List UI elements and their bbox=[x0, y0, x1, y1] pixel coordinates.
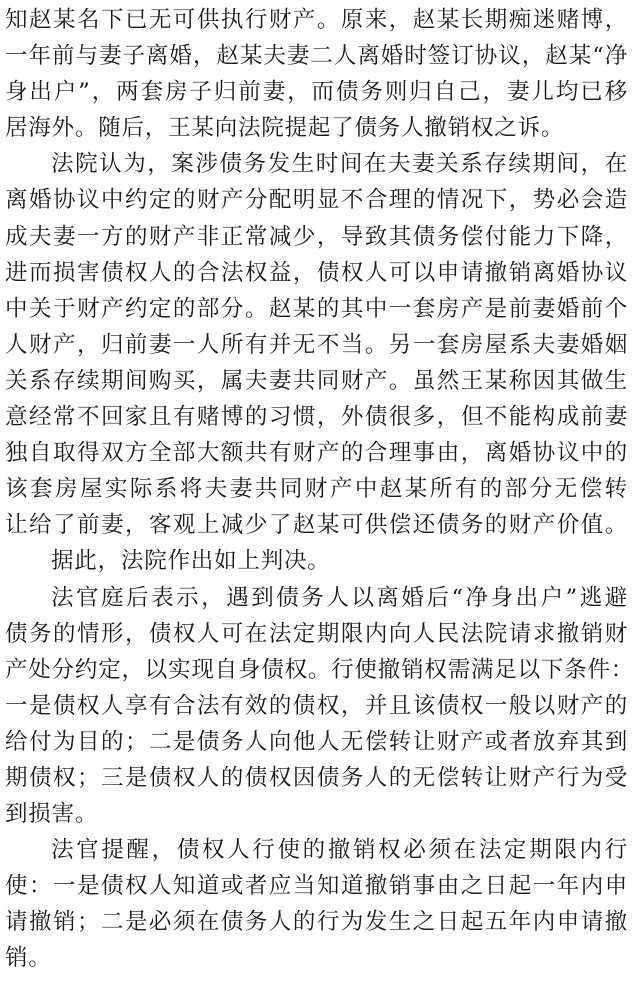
text-line: 离婚协议中约定的财产分配明显不合理的情况下，势必会造 bbox=[5, 187, 628, 214]
text-line: 让给了前妻，客观上减少了赵某可供偿还债务的财产价值。 bbox=[5, 512, 628, 539]
text-line: 给付为目的；二是债务人向他人无偿转让财产或者放弃其到 bbox=[5, 728, 628, 755]
text-line: 进而损害债权人的合法权益，债权人可以申请撤销离婚协议 bbox=[5, 259, 628, 286]
article-paragraph bbox=[5, 543, 628, 579]
article-paragraph bbox=[5, 2, 628, 146]
article-paragraph bbox=[5, 580, 635, 833]
text-line: 法官提醒，债权人行使的撤销权必须在法定期限内行 bbox=[51, 837, 628, 864]
text-line: 一是债权人享有合法有效的债权，并且该债权一般以财产的 bbox=[5, 692, 628, 719]
text-line: 期债权；三是债权人的债权因债务人的无偿转让财产行为受 bbox=[5, 764, 628, 791]
text-line: 该套房屋实际系将夫妻共同财产中赵某所有的部分无偿转 bbox=[5, 476, 628, 503]
article-paragraph bbox=[5, 832, 628, 976]
text-line: 知赵某名下已无可供执行财产。原来，赵某长期痴迷赌博， bbox=[5, 7, 628, 33]
text-line: 关系存续期间购买，属夫妻共同财产。虽然王某称因其做生 bbox=[5, 367, 628, 394]
text-line: 到损害。 bbox=[5, 801, 99, 828]
text-line: 一年前与妻子离婚，赵某夫妻二人离婚时签订协议，赵某“净 bbox=[5, 43, 628, 70]
text-line: 独自取得双方全部大额共有财产的合理事由，离婚协议中的 bbox=[5, 440, 628, 467]
text-line: 销。 bbox=[5, 945, 52, 972]
text-line: 居海外。随后，王某向法院提起了债务人撤销权之诉。 bbox=[5, 115, 565, 142]
text-line: 债务的情形，债权人可在法定期限内向人民法院请求撤销财 bbox=[5, 620, 628, 647]
text-line: 中关于财产约定的部分。赵某的其中一套房产是前妻婚前个 bbox=[5, 295, 628, 322]
text-line: 使：一是债权人知道或者应当知道撤销事由之日起一年内申 bbox=[5, 873, 628, 900]
text-line: 据此，法院作出如上判决。 bbox=[51, 548, 331, 575]
text-line: 法院认为，案涉债务发生时间在夫妻关系存续期间，在 bbox=[51, 151, 628, 178]
text-line: 人财产，归前妻一人所有并无不当。另一套房屋系夫妻婚姻 bbox=[5, 331, 628, 358]
text-line: 身出户”，两套房子归前妻，而债务则归自己，妻儿均已移 bbox=[5, 79, 628, 106]
text-line: 成夫妻一方的财产非正常减少，导致其债务偿付能力下降， bbox=[5, 223, 628, 250]
text-line: 意经常不回家且有赌博的习惯，外债很多，但不能构成前妻 bbox=[5, 404, 628, 431]
text-line: 产处分约定，以实现自身债权。行使撤销权需满足以下条件： bbox=[5, 656, 635, 683]
article-paragraph bbox=[5, 146, 628, 543]
text-line: 请撤销；二是必须在债务人的行为发生之日起五年内申请撤 bbox=[5, 909, 628, 936]
text-line: 法官庭后表示，遇到债务人以离婚后“净身出户”逃避 bbox=[51, 584, 628, 611]
